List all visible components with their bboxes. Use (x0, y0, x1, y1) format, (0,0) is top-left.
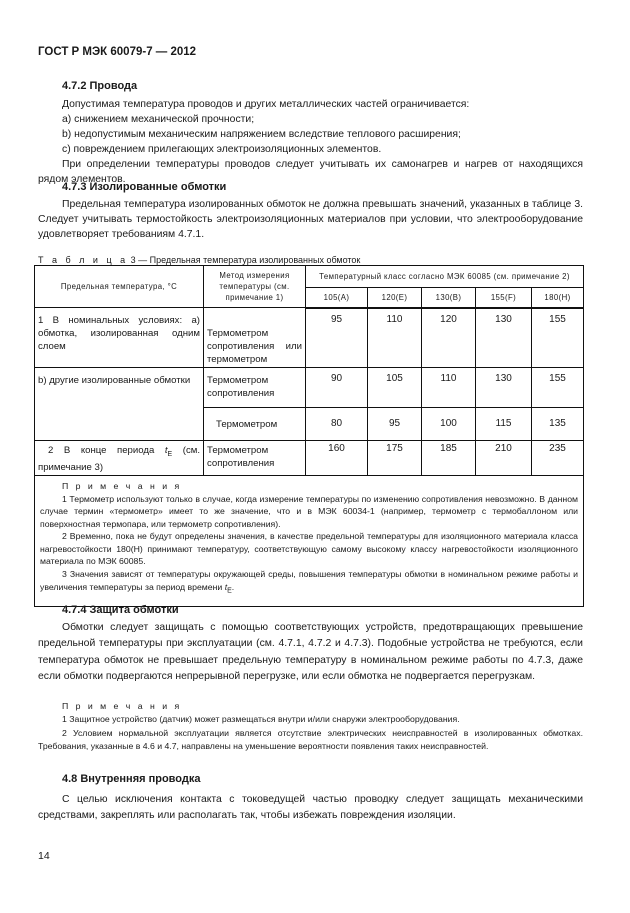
cell-value: 130 (476, 368, 532, 408)
list-item: а) снижением механической прочности; (62, 114, 255, 125)
header-method: Метод измерения температуры (см. примечание 1) (204, 266, 306, 308)
note-text: . (231, 581, 235, 592)
section-4-7-4-notes (38, 700, 583, 754)
section-heading-4-7-3: 4.7.3 Изолированные обмотки (62, 181, 227, 193)
note-text: 2 Временно, пока не будут определены значения, в качестве предельной температуры для изоляционного материала класса нагревостойкости 180(H) принимают температуру, соответствующую самому высокому классу нагревостойкости изоляционного материала по МЭК 60085. (40, 531, 579, 567)
table-3 (34, 265, 584, 607)
paragraph-text: При определении температуры проводов следует учитывать их самонагрев и нагрев от находящихся рядом элементов. (38, 159, 583, 186)
section-4-7-3-paragraph (38, 197, 583, 243)
section-heading-4-7-4: 4.7.4 Защита обмотки (62, 604, 179, 616)
header-class: 155(F) (476, 288, 532, 308)
note-item (38, 727, 583, 754)
cell-value: 135 (532, 408, 584, 441)
cell-value: 110 (368, 308, 422, 368)
list-item: с) повреждением прилегающих электроизоляционных элементов. (62, 144, 382, 155)
note-text: 1 Защитное устройство (датчик) может размещаться внутри и/или снаружи электрооборудования. (62, 714, 460, 725)
variable-t: t (164, 445, 168, 456)
row-label: b) другие изолированные обмотки (35, 368, 204, 441)
cell-value: 175 (368, 441, 422, 476)
row-label (35, 441, 204, 476)
section-4-7-2-intro: Допустимая температура проводов и других металлических частей ограничивается: (62, 99, 470, 110)
row-method: Термометром сопротивления (204, 368, 306, 408)
cell-value: 155 (532, 368, 584, 408)
paragraph-text: Обмотки следует защищать с помощью соответствующих устройств, предотвращающих превышение предельной температуры при эксплуатации (см. 4.7.1, 4.7.2 и 4.7.3). Подобные устройства не требуются, если температура обмоток не превышает предельную температуру в номинальном режиме работы по 4.7.3, даже если обмотки подвергаются непрерывной перегрузке, или если обмотка не подвергается перегрузкам. (38, 622, 583, 683)
subscript-e: E (167, 450, 173, 458)
header-class-group: Температурный класс согласно МЭК 60085 (см. примечание 2) (306, 266, 584, 288)
row-label-text: 2 В конце периода (48, 445, 165, 456)
cell-value: 100 (422, 408, 476, 441)
subscript-e: E (227, 587, 232, 595)
cell-value: 95 (306, 308, 368, 368)
cell-value: 95 (368, 408, 422, 441)
header-limit-temp: Предельная температура, °С (35, 266, 204, 308)
header-class: 180(H) (532, 288, 584, 308)
notes-title: П р и м е ч а н и я (62, 701, 182, 711)
table-row (35, 441, 584, 476)
note-item (40, 493, 578, 531)
section-4-8-paragraph (38, 792, 583, 825)
page-number: 14 (38, 850, 50, 862)
cell-value: 105 (368, 368, 422, 408)
cell-value: 90 (306, 368, 368, 408)
table-notes (35, 475, 584, 606)
cell-value: 155 (532, 308, 584, 368)
paragraph-text: С целью исключения контакта с токоведущей частью проводку следует защищать механическими средствами, закреплять или располагать так, чтобы избежать повреждения изоляции. (38, 794, 583, 822)
cell-value: 130 (476, 308, 532, 368)
table-caption-prefix: Т а б л и ц а (38, 255, 129, 265)
notes-title: П р и м е ч а н и я (62, 480, 182, 491)
row-label: 1 В номинальных условиях: а) обмотка, изолированная одним слоем (35, 308, 204, 368)
variable-t: t (224, 581, 228, 592)
header-class: 120(Е) (368, 288, 422, 308)
note-text: 2 Условием нормальной эксплуатации является отсутствие электрических неисправностей в изолированных обмотках. Требования, указанные в 4.6 и 4.7, направлены на уменьшение вероятности появления таких неисправностей. (38, 727, 583, 752)
table-row (35, 308, 584, 368)
table-row (35, 368, 584, 408)
cell-value: 235 (532, 441, 584, 476)
cell-value: 185 (422, 441, 476, 476)
header-class: 130(В) (422, 288, 476, 308)
list-item: b) недопустимым механическим напряжением вследствие теплового расширения; (62, 129, 461, 140)
table-caption (38, 255, 360, 265)
cell-value: 80 (306, 408, 368, 441)
cell-value: 120 (422, 308, 476, 368)
section-4-7-4-paragraph (38, 620, 583, 686)
row-method: Термометром сопротивления (204, 441, 306, 476)
note-item (40, 568, 578, 598)
header-class: 105(А) (306, 288, 368, 308)
section-heading-4-7-2: 4.7.2 Провода (62, 80, 138, 92)
row-method: Термометром сопротивления или термометром (204, 308, 306, 368)
note-text: 3 Значения зависят от температуры окружающей среды, повышения температуры обмотки в номинальном режиме работы и увеличения температуры за период времени (40, 569, 579, 592)
cell-value: 115 (476, 408, 532, 441)
standard-header: ГОСТ Р МЭК 60079-7 — 2012 (38, 46, 197, 58)
section-heading-4-8: 4.8 Внутренняя проводка (62, 773, 201, 785)
table-notes-row (35, 475, 584, 606)
note-text: 1 Термометр используют только в случае, когда измерение температуры по изменению сопротивления невозможно. В данном случае термин «термометр» имеет то же значение, что и в МЭК 60034-1 (например, термометр с термобаллоном или поверхностная термопара, или термометр сопротивления). (40, 493, 579, 529)
note-item (38, 713, 583, 726)
table-caption-text: 3 — Предельная температура изолированных обмоток (130, 255, 361, 265)
cell-value: 210 (476, 441, 532, 476)
row-label-text: (см. примечание 3) (38, 445, 200, 473)
cell-value: 160 (306, 441, 368, 476)
row-method: Термометром (204, 408, 306, 441)
cell-value: 110 (422, 368, 476, 408)
note-item (40, 530, 578, 568)
paragraph-text: Предельная температура изолированных обмоток не должна превышать значений, указанных в таблице 3. Следует учитывать термостойкость электроизоляционных материалов при условии, что электрооборудование удовлетворяет требованиям 4.7.1. (38, 199, 583, 241)
